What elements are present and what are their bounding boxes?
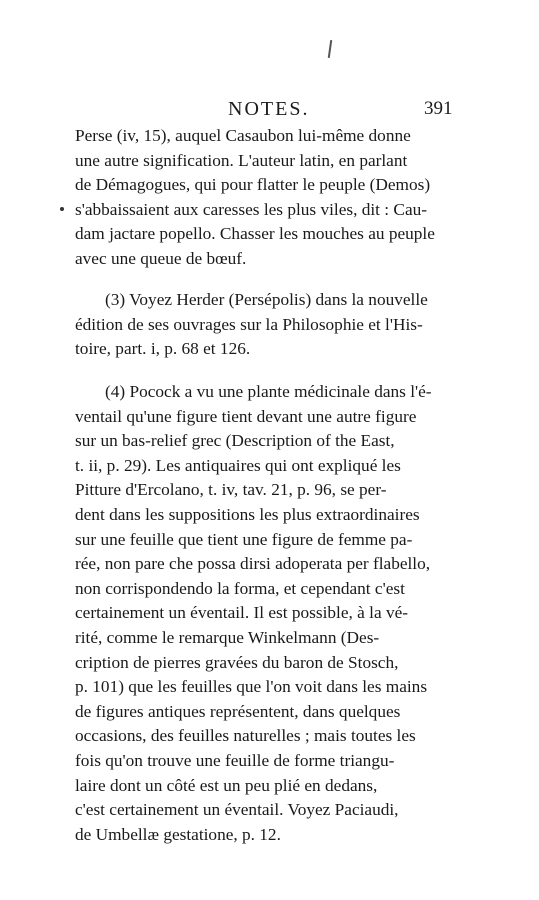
text-line: (3) Voyez Herder (Persépolis) dans la nouvelle [105,290,428,309]
text-line: sur un bas-relief grec (Description of the East, [75,431,395,451]
text-line: dam jactare popello. Chasser les mouches au peuple [75,224,435,244]
text-line: de figures antiques représentent, dans quelques [75,701,401,721]
running-header [0,98,539,124]
text-line: p. 101) que les feuilles que l'on voit dans les mains [75,677,428,697]
pencil-mark [328,40,332,58]
text-line: laire dont un côté est un peu plié en dedans, [75,775,378,795]
text-line: de Umbellæ gestatione, p. 12. [75,824,281,844]
text-line: Pitture d'Ercolano, t. iv, tav. 21, p. 96, se per- [75,480,387,500]
margin-dot [60,207,64,211]
running-title: NOTES. [228,98,310,120]
text-line: c'est certainement un éventail. Voyez Paciaudi, [75,800,399,820]
text-line: rité, comme le remarque Winkelmann (Des- [75,627,380,647]
note-4 [75,380,471,847]
note-3 [75,288,471,362]
text-line: une autre signification. L'auteur latin, en parlant [75,150,408,170]
text-line: toire, part. i, p. 68 et 126. [75,339,251,359]
text-line: rée, non pare che possa dirsi adoperata per flabello, [75,554,431,574]
text-line: édition de ses ouvrages sur la Philosophie et l'His- [75,314,423,334]
page-number: 391 [424,98,453,119]
text-line: cription de pierres gravées du baron de Stosch, [75,652,399,672]
text-line: dent dans les suppositions les plus extraordinaires [75,504,420,524]
text-line: occasions, des feuilles naturelles ; mais toutes les [75,726,416,746]
text-line: de Démagogues, qui pour flatter le peuple (Demos) [75,175,431,195]
note-continuation [75,124,471,272]
text-line: fois qu'on trouve une feuille de forme triangu- [75,750,395,770]
text-line: s'abbaissaient aux caresses les plus viles, dit : Cau- [75,199,428,219]
text-line: sur une feuille que tient une figure de femme pa- [75,529,413,549]
text-line: t. ii, p. 29). Les antiquaires qui ont expliqué les [75,455,401,475]
text-line: ventail qu'une figure tient devant une autre figure [75,406,417,426]
text-line: certainement un éventail. Il est possible, à la vé- [75,603,409,623]
text-line: Perse (iv, 15), auquel Casaubon lui-même donne [75,126,411,145]
text-line: (4) Pocock a vu une plante médicinale dans l'é- [105,382,432,401]
text-line: non corrispondendo la forma, et cependant c'est [75,578,405,598]
text-line: avec une queue de bœuf. [75,248,247,268]
